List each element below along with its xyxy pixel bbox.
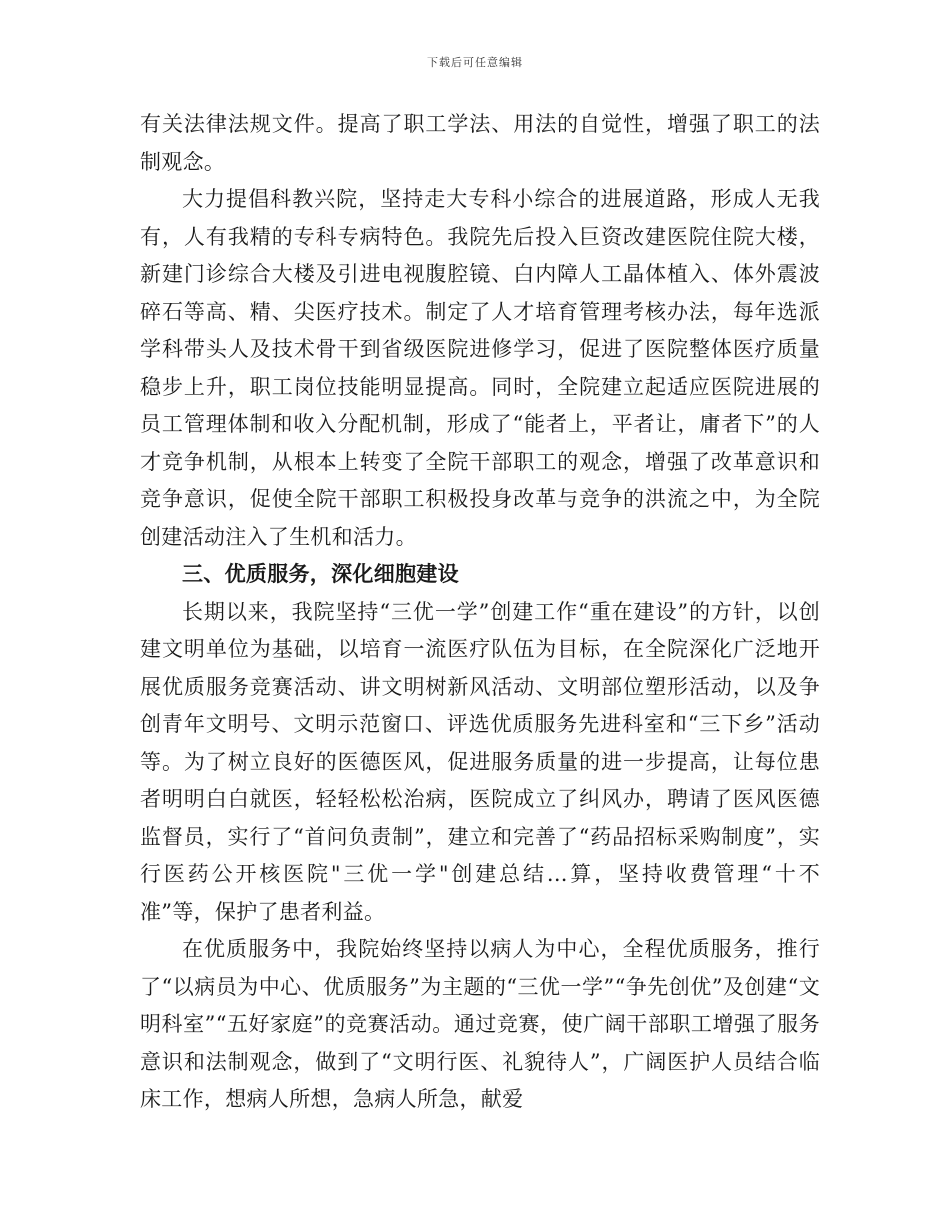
paragraph-law-awareness: 有关法律法规文件。提高了职工学法、用法的自觉性，增强了职工的法制观念。 — [140, 112, 820, 174]
paragraph-science-education: 大力提倡科教兴院，坚持走大专科小综合的进展道路，形成人无我有，人有我精的专科专病特色。我院先后投入巨资改建医院住院大楼，新建门诊综合大楼及引进电视腹腔镜、白内障人工晶体植入、体外震波碎石等高、精、尖医疗技术。制定了人才培育管理考核办法，每年选派学科带头人及技术骨干到省级医院进修学习，促进了医院整体医疗质量稳步上升，职工岗位技能明显提高。同时，全院建立起适应医院进展的员工管理体制和收入分配机制，形成了“能者上，平者让，庸者下”的人才竞争机制，从根本上转变了全院干部职工的观念，增强了改革意识和竞争意识，促使全院干部职工积极投身改革与竞争的洪流之中，为全院创建活动注入了生机和活力。 — [140, 187, 820, 549]
paragraph-long-term-policy: 长期以来，我院坚持“三优一学”创建工作“重在建设”的方针，以创建文明单位为基础，以培育一流医疗队伍为目标，在全院深化广泛地开展优质服务竞赛活动、讲文明树新风活动、文明部位塑形活动，以及争创青年文明号、文明示范窗口、评选优质服务先进科室和“三下乡”活动等。为了树立良好的医德医风，促进服务质量的进一步提高，让每位患者明明白白就医，轻轻松松治病，医院成立了纠风办，聘请了医风医德监督员，实行了“首问负责制”，建立和完善了“药品招标采购制度”，实行医药公开核医院"三优一学"创建总结...算，坚持收费管理“十不准”等，保护了患者利益。 — [140, 599, 820, 924]
paragraph-patient-centered-service: 在优质服务中，我院始终坚持以病人为中心，全程优质服务，推行了“以病员为中心、优质服务”为主题的“三优一学”“争先创优”及创建“文明科室”“五好家庭”的竞赛活动。通过竞赛，使广阔干部职工增强了服务意识和法制观念，做到了“文明行医、礼貌待人”，广阔医护人员结合临床工作，想病人所想，急病人所急，献爱 — [140, 937, 820, 1111]
section-heading-quality-service: 三、优质服务，深化细胞建设 — [182, 562, 459, 586]
document-body — [140, 106, 820, 1119]
page-header: 下载后可任意编辑 — [427, 56, 523, 69]
